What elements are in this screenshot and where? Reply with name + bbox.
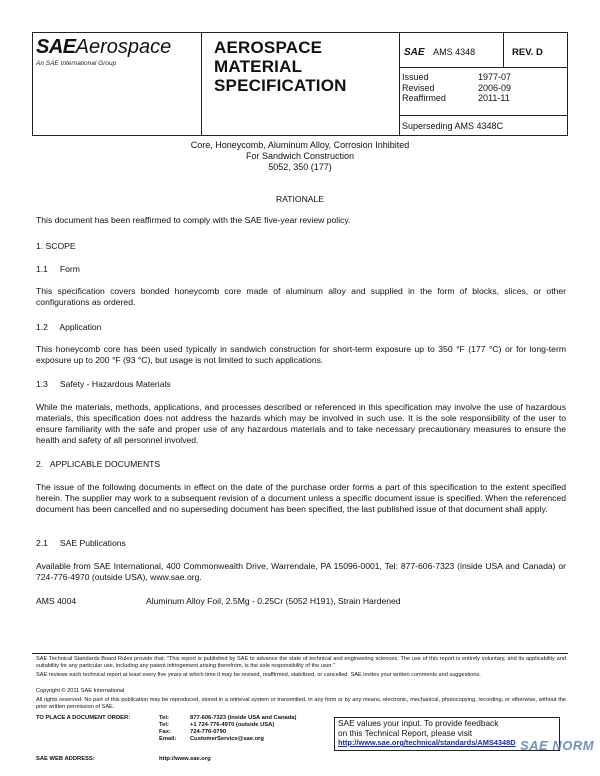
section-2-1-heading: 2.1 SAE Publications xyxy=(36,538,126,548)
sae-mark-logo: SAE xyxy=(404,47,425,58)
doc-number-cell xyxy=(404,47,475,58)
feedback-link[interactable]: http://www.sae.org/technical/standards/AMS4348D xyxy=(338,738,516,747)
section-2-1-text: Available from SAE International, 400 Commonwealth Drive, Warrendale, PA 15096-0001, Tel: 877-606-7323 (inside USA and Canada) or 724-776-4970 (outside USA), www.sae.org. xyxy=(36,561,566,582)
web-label: SAE WEB ADDRESS: xyxy=(36,756,95,762)
revision: REV. D xyxy=(512,47,543,58)
tel-label-1: Tel: xyxy=(159,715,169,721)
footer-rights: All rights reserved. No part of this publication may be reproduced, stored in a retrieval system or transmitted, in any form or by any means, electronic, mechanical, photocopying, recording, or otherwise, without the prior written permission of SAE. xyxy=(36,697,566,710)
contact-values xyxy=(190,715,296,743)
section-1-3-heading: 1.3 Safety - Hazardous Materials xyxy=(36,379,171,389)
section-1-2-heading: 1.2 Application xyxy=(36,322,102,332)
feedback-text xyxy=(338,719,516,748)
date-values xyxy=(478,72,511,104)
spec-title-line-2: MATERIAL xyxy=(214,57,303,76)
sae-aerospace-logo xyxy=(36,36,171,59)
feedback-line-2: on this Technical Report, please visit xyxy=(338,727,473,738)
issued-value: 1977-07 xyxy=(478,72,512,82)
feedback-line-1: SAE values your input. To provide feedback xyxy=(338,718,499,728)
spec-title-line-3: SPECIFICATION xyxy=(214,76,347,95)
fax-label: Fax: xyxy=(159,729,171,735)
section-1-1-heading: 1.1 Form xyxy=(36,264,80,274)
issued-label: Issued xyxy=(402,72,429,82)
reference-description: Aluminum Alloy Foil, 2.5Mg - 0.25Cr (5052 H191), Strain Hardened xyxy=(146,596,401,606)
document-title-line-1: Core, Honeycomb, Aluminum Alloy, Corrosion Inhibited xyxy=(190,140,410,150)
section-1-1-text: This specification covers bonded honeycomb core made of aluminum alloy and supplied in the form of blocks, slices, or other configurations as ordered. xyxy=(36,286,566,307)
email-value[interactable]: CustomerService@sae.org xyxy=(190,736,264,742)
document-title xyxy=(32,140,568,173)
tel-label-2: Tel: xyxy=(159,722,169,728)
footer-divider xyxy=(32,653,568,654)
date-labels xyxy=(402,72,446,104)
doc-number: AMS 4348 xyxy=(433,47,476,57)
revised-value: 2006-09 xyxy=(478,82,512,93)
tel-value-2: +1 724-776-4970 (outside USA) xyxy=(190,722,275,728)
logo-subtitle: An SAE International Group xyxy=(36,60,117,67)
sae-norm-watermark: SAE NORM xyxy=(520,738,595,753)
section-2-heading: 2. APPLICABLE DOCUMENTS xyxy=(36,459,161,469)
document-title-line-3: 5052, 350 (177) xyxy=(268,162,332,172)
section-1-heading: 1. SCOPE xyxy=(36,241,76,251)
spec-title-line-1: AEROSPACE xyxy=(214,38,323,57)
email-label: Email: xyxy=(159,736,177,742)
reaffirmed-label: Reaffirmed xyxy=(402,93,446,103)
rationale-heading: RATIONALE xyxy=(275,194,325,204)
order-label: TO PLACE A DOCUMENT ORDER: xyxy=(36,715,131,721)
reaffirmed-value: 2011-11 xyxy=(478,93,510,103)
footer-rules: SAE Technical Standards Board Rules provide that: "This report is published by SAE to advance the state of technical and engineering sciences. The use of this report is entirely voluntary, and its applicability and suitability for any particular use, including any patent infringement arising therefrom, is the sole responsibility of the user." xyxy=(36,656,566,669)
footer-review: SAE reviews each technical report at least every five years at which time it may be revised, reaffirmed, stabilized, or cancelled. SAE invites your written comments and suggestions. xyxy=(36,672,481,678)
rationale-text: This document has been reaffirmed to comply with the SAE five-year review policy. xyxy=(36,215,351,225)
section-1-2-text: This honeycomb core has been used typically in sandwich construction for short-term exposure up to 350 °F (177 °C) or for long-term exposure up to 200 °F (93 °C), but usage is not limited to such applications. xyxy=(36,344,566,365)
web-value[interactable]: http://www.sae.org xyxy=(159,756,211,762)
contact-labels xyxy=(159,715,176,743)
superseding: Superseding AMS 4348C xyxy=(402,121,504,131)
revised-label: Revised xyxy=(402,82,435,93)
spec-title xyxy=(214,38,347,95)
tel-value-1: 877-606-7323 (inside USA and Canada) xyxy=(190,715,297,721)
footer-copyright: Copyright © 2011 SAE International xyxy=(36,688,125,694)
section-1-3-text: While the materials, methods, applications, and processes described or referenced in this specification may involve the use of hazardous materials, this specification does not address the hazards which may be involved in such use. It is the sole responsibility of the user to ensure familiarity with the safe and proper use of any hazardous materials and to take necessary precautionary measures to ensure the health and safety of all personnel involved. xyxy=(36,402,566,445)
logo-aerospace-text: Aerospace xyxy=(75,36,172,58)
document-title-line-2: For Sandwich Construction xyxy=(245,151,355,161)
logo-sae-text: SAE xyxy=(36,36,76,58)
section-2-text: The issue of the following documents in effect on the date of the purchase order forms a part of this specification to the extent specified herein. The supplier may work to a subsequent revision of a document unless a specific document issue is specified. When the referenced document has been cancelled and no superseding document has been specified, the last published issue of that document shall apply. xyxy=(36,482,566,514)
reference-number: AMS 4004 xyxy=(36,596,77,606)
fax-value: 724-776-0790 xyxy=(190,729,227,735)
